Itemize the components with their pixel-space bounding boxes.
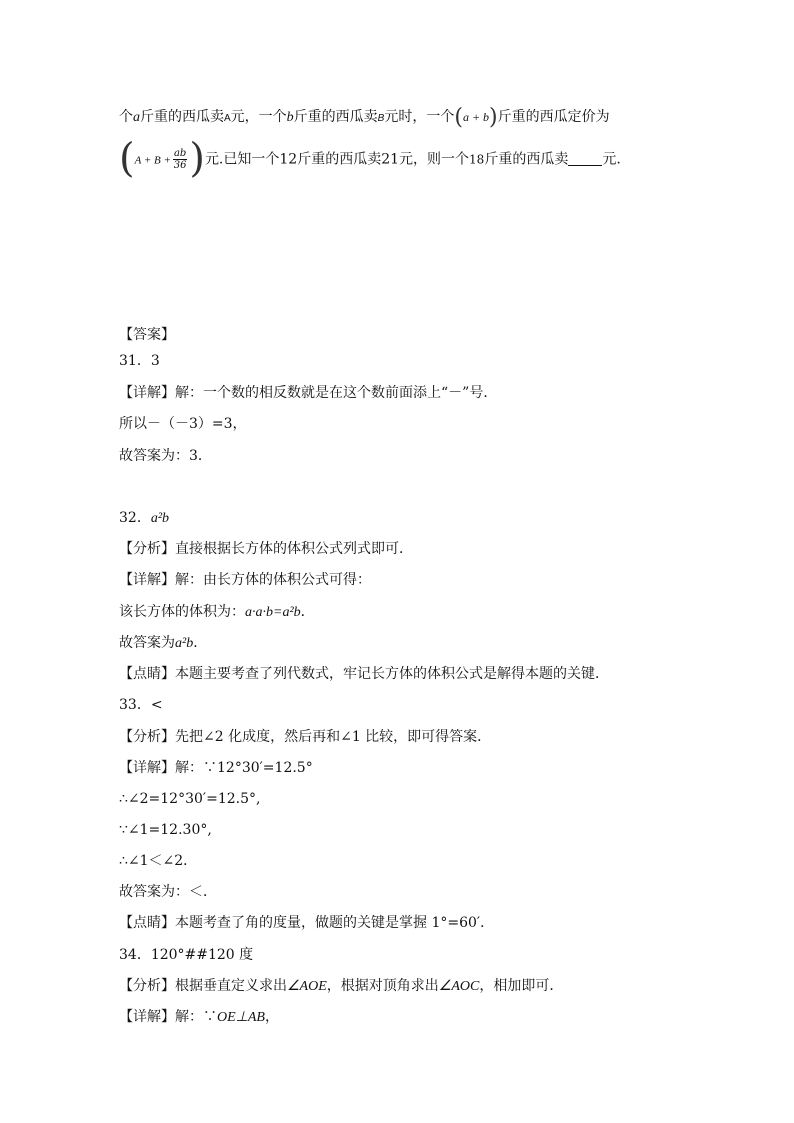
question-text: 元.已知一个 <box>204 151 280 168</box>
answer-33-detail: 【详解】解：∵12°30′=12.5° <box>119 760 313 776</box>
var-B: B <box>377 113 385 124</box>
var-a: a <box>133 110 140 125</box>
answer-32-result: 故答案为a²b． <box>119 635 208 651</box>
question-line-2: (A + B + $\frac{ab}{36}$ )元.已知一个12斤重的西瓜卖21元，则一个18斤重的西瓜卖 元. <box>119 135 621 182</box>
answer-header: 【答案】 <box>119 327 175 343</box>
question-text: 元，一个 <box>230 109 287 125</box>
number: 12 <box>279 151 298 168</box>
answer-32-volume: 该长方体的体积为：a·a·b=a²b． <box>119 604 315 620</box>
answer-33-result: 故答案为：＜． <box>119 884 217 900</box>
var-A: A <box>224 113 231 124</box>
answer-32-analysis: 【分析】直接根据长方体的体积公式列式即可． <box>119 541 413 557</box>
answer-33-analysis: 【分析】先把∠2 化成度，然后再和∠1 比较，即可得答案． <box>119 729 492 745</box>
question-text: 个 <box>119 109 133 125</box>
answer-31-title: 31．3 <box>119 353 160 369</box>
question-text: 斤重的西瓜定价为 <box>497 109 610 125</box>
expr-a-plus-b-plus: A + B + <box>134 154 171 167</box>
answer-31-step: 所以－（－3）=3， <box>119 416 247 432</box>
answer-34-title: 34．120°##120 度 <box>119 947 254 963</box>
answer-blank <box>568 151 602 166</box>
question-text: 斤重的西瓜卖 <box>297 151 382 168</box>
answer-33-step: ∵∠1=12.30°, <box>119 822 212 838</box>
number: 18 <box>469 152 485 167</box>
question-text: 元. <box>602 151 621 168</box>
answer-32-value: a²b <box>150 511 170 526</box>
question-text: 斤重的西瓜卖 <box>293 109 378 125</box>
answer-33-comment: 【点睛】本题考查了角的度量，做题的关键是掌握 1°=60′． <box>119 915 495 931</box>
expr-a-plus-b: a + b <box>462 110 490 124</box>
question-text: 元，则一个 <box>399 151 470 168</box>
answer-33-step: ∴∠1＜∠2． <box>119 853 198 869</box>
answer-32-title: 32．a²b <box>119 510 170 526</box>
answer-34-detail: 【详解】解：∵OE⊥AB， <box>119 1009 279 1025</box>
answer-32-detail: 【详解】解：由长方体的体积公式可得： <box>119 572 371 588</box>
var-b: b <box>286 110 294 125</box>
question-line-1: 个a斤重的西瓜卖A元，一个b斤重的西瓜卖B元时，一个(a + b)斤重的西瓜定价为 <box>119 105 610 130</box>
answer-31-detail: 【详解】解：一个数的相反数就是在这个数前面添上“－”号． <box>119 385 498 401</box>
question-text: 斤重的西瓜卖 <box>484 151 569 168</box>
question-text: 元时，一个 <box>384 109 455 125</box>
answer-33-title: 33．< <box>119 697 163 713</box>
fraction-ab-over-36: $\frac{ab}{36}$ <box>173 148 187 171</box>
number: 21 <box>381 151 400 168</box>
answer-33-step: ∴∠2=12°30′=12.5°, <box>119 791 261 807</box>
question-text: 斤重的西瓜卖 <box>140 109 224 125</box>
answer-34-analysis: 【分析】根据垂直定义求出∠AOE，根据对顶角求出∠AOC，相加即可． <box>119 978 564 994</box>
answer-32-comment: 【点睛】本题主要考查了列代数式，牢记长方体的体积公式是解得本题的关键． <box>119 666 609 682</box>
answer-31-result: 故答案为：3． <box>119 448 212 464</box>
